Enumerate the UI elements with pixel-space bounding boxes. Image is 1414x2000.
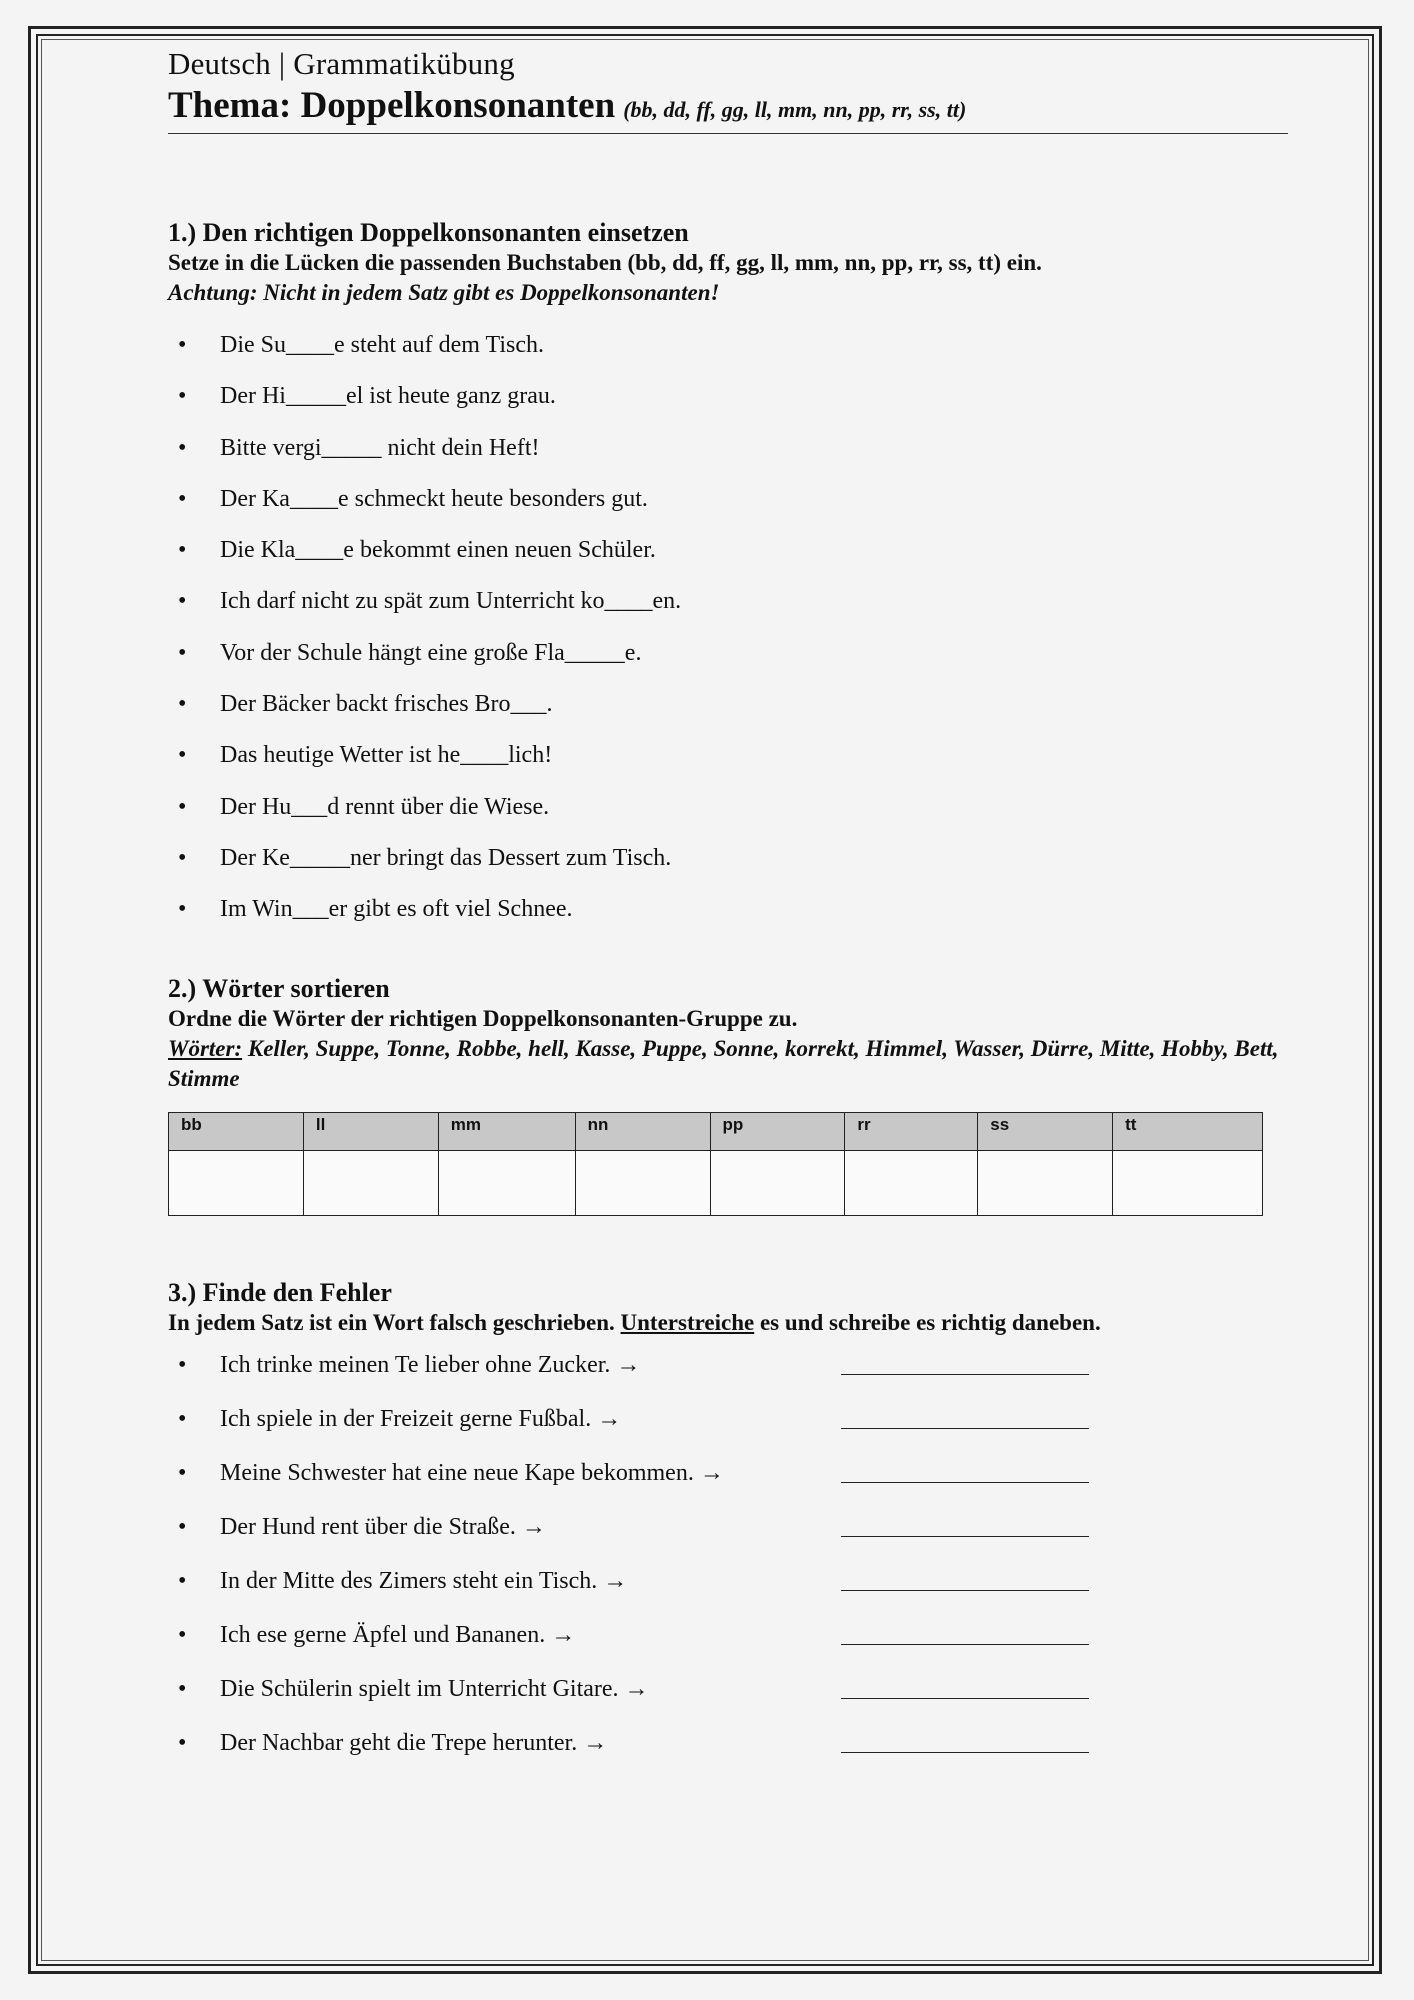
instruction-text-end: es und schreibe es richtig daneben. [754,1309,1101,1335]
sentence-text: Ich spiele in der Freizeit gerne Fußbal. → [220,1405,622,1432]
fill-in-sentence: • Der Bäcker backt frisches Bro___. [168,689,1288,740]
answer-cell-mm[interactable] [438,1150,575,1215]
title-subtitle: (bb, dd, ff, gg, ll, mm, nn, pp, rr, ss, tt) [623,97,967,122]
section-1-heading: 1.) Den richtigen Doppelkonsonanten einsetzen [168,218,689,247]
sentence-text: Der Nachbar geht die Trepe herunter. → [220,1729,608,1756]
answer-cell-rr[interactable] [845,1150,978,1215]
instruction-underlined: Unterstreiche [620,1309,755,1335]
fill-in-sentence: • Die Su____e steht auf dem Tisch. [168,330,1288,381]
column-header: ll [303,1112,438,1150]
sentence-text: In der Mitte des Zimers steht ein Tisch. → [220,1567,628,1594]
fill-in-sentence: • Die Kla____e bekommt einen neuen Schüler. [168,535,1288,586]
section-2 [168,974,1288,1216]
word-list-words: Keller, Suppe, Tonne, Robbe, hell, Kasse, Puppe, Sonne, korrekt, Himmel, Wasser, Dürre, Mitte, Hobby, Bett, Stimme [168,1035,1279,1091]
section-1 [168,218,1288,946]
word-list-label: Wörter: [168,1035,243,1061]
error-sentence [168,1728,1288,1782]
column-header: bb [169,1112,304,1150]
worksheet [168,44,1288,1782]
section-1-list [168,330,1288,946]
error-sentence [168,1620,1288,1674]
sentence-text: Meine Schwester hat eine neue Kape bekommen. → [220,1459,724,1486]
column-header: nn [575,1112,710,1150]
section-3-list [168,1350,1288,1782]
answer-line[interactable] [841,1644,1089,1645]
answer-line[interactable] [841,1374,1089,1375]
section-3 [168,1278,1288,1782]
sentence-text: Der Hund rent über die Straße. → [220,1513,546,1540]
answer-line[interactable] [841,1752,1089,1753]
fill-in-sentence: • Das heutige Wetter ist he____lich! [168,740,1288,791]
answer-cell-nn[interactable] [575,1150,710,1215]
error-sentence [168,1674,1288,1728]
error-sentence [168,1512,1288,1566]
sentence-text: Ich trinke meinen Te lieber ohne Zucker. → [220,1351,641,1378]
error-sentence [168,1566,1288,1620]
section-2-heading: 2.) Wörter sortieren [168,973,390,1003]
error-sentence [168,1404,1288,1458]
sorting-table-answer-row [169,1150,1263,1215]
fill-in-sentence: • Im Win___er gibt es oft viel Schnee. [168,894,1288,945]
fill-in-sentence: • Bitte vergi_____ nicht dein Heft! [168,433,1288,484]
fill-in-sentence: • Der Ka____e schmeckt heute besonders gut. [168,484,1288,535]
answer-cell-ss[interactable] [978,1150,1113,1215]
section-2-instruction: Ordne die Wörter der richtigen Doppelkonsonanten-Gruppe zu. [168,1005,798,1031]
answer-line[interactable] [841,1536,1089,1537]
word-list [168,1034,1288,1094]
section-3-heading: 3.) Finde den Fehler [168,1277,392,1307]
instruction-text: In jedem Satz ist ein Wort falsch geschrieben. [168,1309,621,1335]
sorting-table [168,1112,1263,1216]
subject-line: Deutsch | Grammatikübung [168,46,515,81]
answer-cell-bb[interactable] [169,1150,304,1215]
column-header: rr [845,1112,978,1150]
answer-cell-ll[interactable] [303,1150,438,1215]
column-header: pp [710,1112,845,1150]
answer-line[interactable] [841,1590,1089,1591]
answer-line[interactable] [841,1698,1089,1699]
sorting-table-header [169,1112,1263,1150]
answer-line[interactable] [841,1428,1089,1429]
error-sentence [168,1458,1288,1512]
sentence-text: Die Schülerin spielt im Unterricht Gitare. → [220,1675,649,1702]
fill-in-sentence: • Ich darf nicht zu spät zum Unterricht ko____en. [168,586,1288,637]
fill-in-sentence: • Der Hi_____el ist heute ganz grau. [168,381,1288,432]
sentence-text: Ich ese gerne Äpfel und Bananen. → [220,1621,576,1648]
section-3-instruction [168,1308,1288,1338]
error-sentence [168,1350,1288,1404]
page-title: Thema: Doppelkonsonanten [168,85,616,126]
column-header: tt [1113,1112,1263,1150]
section-1-note: Achtung: Nicht in jedem Satz gibt es Doppelkonsonanten! [168,280,720,305]
answer-line[interactable] [841,1482,1089,1483]
answer-cell-tt[interactable] [1113,1150,1263,1215]
title-line [168,84,1288,127]
section-1-instruction: Setze in die Lücken die passenden Buchstaben (bb, dd, ff, gg, ll, mm, nn, pp, rr, ss, tt) ein. [168,250,1042,275]
fill-in-sentence: • Der Hu___d rennt über die Wiese. [168,792,1288,843]
column-header: ss [978,1112,1113,1150]
fill-in-sentence: • Der Ke_____ner bringt das Dessert zum Tisch. [168,843,1288,894]
column-header: mm [438,1112,575,1150]
answer-cell-pp[interactable] [710,1150,845,1215]
header-divider [168,133,1288,134]
fill-in-sentence: • Vor der Schule hängt eine große Fla_____e. [168,638,1288,689]
